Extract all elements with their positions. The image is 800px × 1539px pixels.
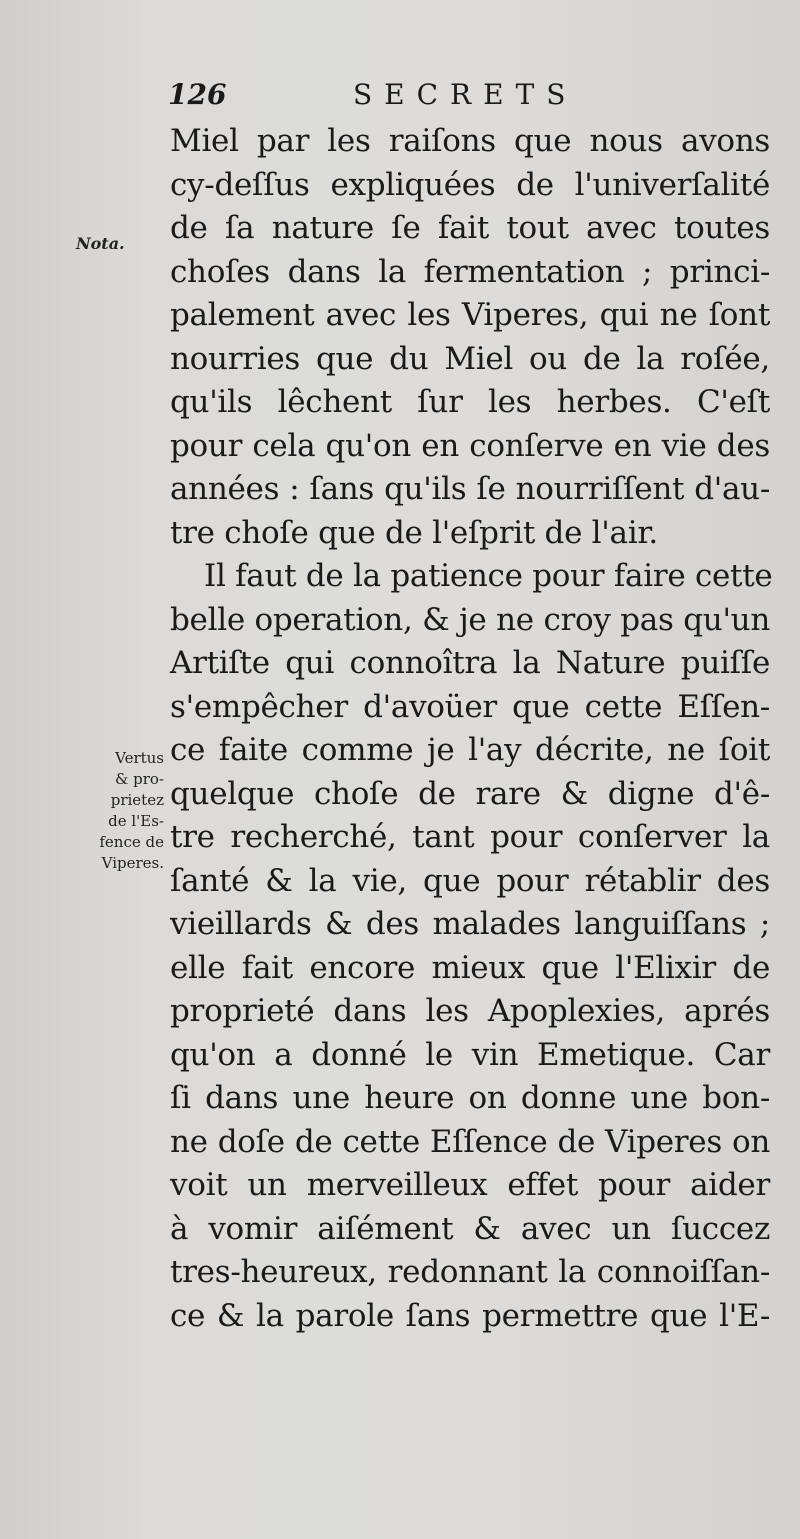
margin-note-line: & pro- xyxy=(115,770,164,788)
text-line: palement avec les Viperes, qui ne ſont xyxy=(170,297,770,333)
text-line: proprieté dans les Apoplexies, aprés xyxy=(170,993,770,1029)
text-line: ſanté & la vie, que pour rétablir des xyxy=(170,862,770,899)
margin-note-line: Vertus xyxy=(115,749,164,767)
text-line: qu'on a donné le vin Emetique. Car xyxy=(170,1036,770,1073)
margin-note-nota: Nota. xyxy=(76,234,125,253)
text-line: ſi dans une heure on donne une bon- xyxy=(170,1080,770,1116)
text-line: belle operation, & je ne croy pas qu'un xyxy=(170,601,770,638)
running-title: SECRETS xyxy=(353,78,578,111)
text-line: de ſa nature ſe fait tout avec toutes xyxy=(170,210,770,246)
margin-note-line: de l'Es- xyxy=(108,812,164,830)
text-line: tres-heureux, redonnant la connoiſſan- xyxy=(170,1254,770,1290)
text-line: Artiſte qui connoîtra la Nature puiſſe xyxy=(170,645,770,681)
text-line: tre choſe que de l'eſprit de l'air. xyxy=(170,514,658,551)
text-line: elle fait encore mieux que l'Elixir de xyxy=(170,949,770,986)
margin-note-line: prietez xyxy=(110,791,164,809)
text-line: s'empêcher d'avoüer que cette Eſſen- xyxy=(170,688,770,725)
margin-note-vertus xyxy=(64,748,164,874)
text-line: pour cela qu'on en conſerve en vie des xyxy=(170,427,770,464)
page-header xyxy=(168,78,768,122)
text-line: qu'ils lêchent ſur les herbes. C'eſt xyxy=(170,384,770,420)
text-line: nourries que du Miel ou de la roſée, xyxy=(170,340,770,377)
text-line: tre recherché, tant pour conſerver la xyxy=(170,819,770,855)
text-line: à vomir aiſément & avec un ſuccez xyxy=(170,1210,770,1247)
text-line: ce & la parole ſans permettre que l'E- xyxy=(170,1297,770,1334)
text-line: Il faut de la patience pour faire cette xyxy=(204,558,773,594)
page-number: 126 xyxy=(168,78,227,111)
text-line: voit un merveilleux effet pour aider xyxy=(170,1167,770,1203)
text-line: années : ſans qu'ils ſe nourriſſent d'au- xyxy=(170,471,770,507)
text-line: Miel par les raiſons que nous avons xyxy=(170,123,770,159)
text-line: vieillards & des malades languiſſans ; xyxy=(170,906,770,942)
text-line: ne doſe de cette Eſſence de Viperes on xyxy=(170,1123,770,1160)
text-line: choſes dans la fermentation ; princi- xyxy=(170,253,770,290)
text-line: quelque choſe de rare & digne d'ê- xyxy=(170,775,770,812)
text-line: ce faite comme je l'ay décrite, ne ſoit xyxy=(170,732,770,768)
text-line: cy-deſſus expliquées de l'univerſalité xyxy=(170,166,770,203)
margin-note-line: Viperes. xyxy=(101,854,164,872)
body-text xyxy=(170,120,773,1338)
margin-note-line: fence de xyxy=(99,833,164,851)
